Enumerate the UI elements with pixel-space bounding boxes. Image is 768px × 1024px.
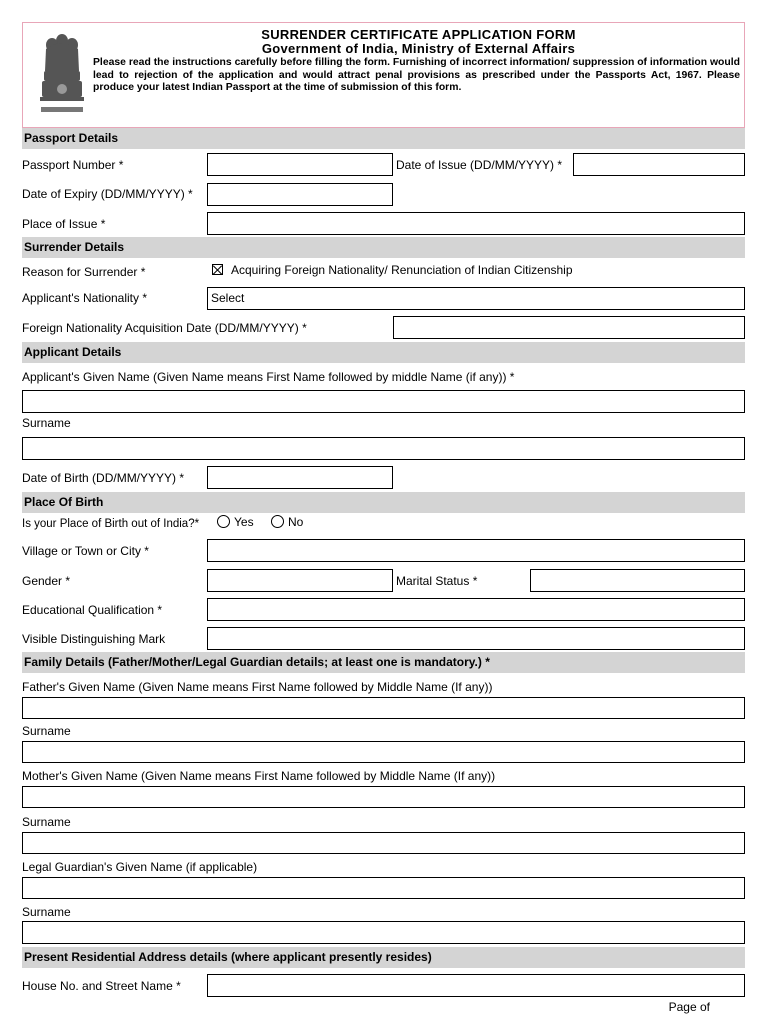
nationality-label: Applicant's Nationality * xyxy=(22,291,148,305)
guardian-surname-label: Surname xyxy=(22,905,71,919)
form-header xyxy=(22,22,745,128)
form-subtitle: Government of India, Ministry of External Affairs xyxy=(261,41,576,56)
guardian-given-name-field[interactable] xyxy=(22,877,745,899)
instructions-text: Please read the instructions carefully before filling the form. Furnishing of incorrect information/ suppression of information would lead to rejection of the application and would attract penal provisions as prescribed under the Passports Act, 1967. Please produce your latest Indian Passport at the time of submission of this form. xyxy=(93,57,740,93)
date-of-expiry-label: Date of Expiry (DD/MM/YYYY) * xyxy=(22,187,193,201)
village-field[interactable] xyxy=(207,539,745,562)
distinguishing-mark-label: Visible Distinguishing Mark xyxy=(22,632,166,646)
birth-out-of-india-label: Is your Place of Birth out of India?* xyxy=(22,518,200,530)
mother-given-name-label: Mother's Given Name (Given Name means First Name followed by Middle Name (If any)) xyxy=(22,769,496,783)
radio-no-label: No xyxy=(288,515,304,529)
marital-status-field[interactable] xyxy=(530,569,745,592)
mother-surname-label: Surname xyxy=(22,815,71,829)
place-of-issue-label: Place of Issue * xyxy=(22,217,106,231)
radio-yes-label: Yes xyxy=(234,515,254,529)
reason-label: Reason for Surrender * xyxy=(22,265,146,279)
form-title: SURRENDER CERTIFICATE APPLICATION FORM xyxy=(261,27,576,42)
reason-option[interactable] xyxy=(212,262,573,278)
radio-yes-circle[interactable] xyxy=(217,515,230,528)
father-surname-label: Surname xyxy=(22,724,71,738)
date-of-issue-label: Date of Issue (DD/MM/YYYY) * xyxy=(396,158,563,172)
surname-label: Surname xyxy=(22,416,71,430)
acquisition-date-field[interactable] xyxy=(393,316,745,339)
father-given-name-field[interactable] xyxy=(22,697,745,719)
guardian-given-name-label: Legal Guardian's Given Name (if applicable) xyxy=(22,860,258,874)
mother-surname-field[interactable] xyxy=(22,832,745,854)
house-street-label: House No. and Street Name * xyxy=(22,979,181,993)
mother-given-name-field[interactable] xyxy=(22,786,745,808)
date-of-expiry-field[interactable] xyxy=(207,183,393,206)
given-name-field[interactable] xyxy=(22,390,745,413)
section-family-details: Family Details (Father/Mother/Legal Guardian details; at least one is mandatory.) * xyxy=(22,652,745,673)
section-place-of-birth: Place Of Birth xyxy=(22,492,745,513)
reason-checkbox[interactable] xyxy=(212,264,223,275)
marital-status-label: Marital Status * xyxy=(396,574,478,588)
gender-field[interactable] xyxy=(207,569,393,592)
radio-yes[interactable] xyxy=(217,514,254,530)
reason-option-text: Acquiring Foreign Nationality/ Renunciation of Indian Citizenship xyxy=(231,263,573,277)
distinguishing-mark-field[interactable] xyxy=(207,627,745,650)
education-field[interactable] xyxy=(207,598,745,621)
section-surrender-details: Surrender Details xyxy=(22,237,745,258)
date-of-birth-field[interactable] xyxy=(207,466,393,489)
section-applicant-details: Applicant Details xyxy=(22,342,745,363)
education-label: Educational Qualification * xyxy=(22,603,163,617)
village-label: Village or Town or City * xyxy=(22,544,149,558)
date-of-birth-label: Date of Birth (DD/MM/YYYY) * xyxy=(22,471,185,485)
passport-number-field[interactable] xyxy=(207,153,393,176)
radio-no[interactable] xyxy=(271,514,303,530)
nationality-select[interactable]: Select xyxy=(207,287,745,310)
given-name-label: Applicant's Given Name (Given Name means First Name followed by middle Name (if any)) * xyxy=(22,370,515,384)
section-passport-details: Passport Details xyxy=(22,128,745,149)
father-surname-field[interactable] xyxy=(22,741,745,763)
radio-no-circle[interactable] xyxy=(271,515,284,528)
father-given-name-label: Father's Given Name (Given Name means First Name followed by Middle Name (If any)) xyxy=(22,680,493,694)
section-residential-address: Present Residential Address details (where applicant presently resides) xyxy=(22,947,745,968)
date-of-issue-field[interactable] xyxy=(573,153,745,176)
acquisition-date-label: Foreign Nationality Acquisition Date (DD/MM/YYYY) * xyxy=(22,321,307,335)
gender-label: Gender * xyxy=(22,574,71,588)
surname-field[interactable] xyxy=(22,437,745,460)
page-number: Page of xyxy=(668,1000,710,1014)
house-street-field[interactable] xyxy=(207,974,745,997)
place-of-issue-field[interactable] xyxy=(207,212,745,235)
passport-number-label: Passport Number * xyxy=(22,158,124,172)
guardian-surname-field[interactable] xyxy=(22,921,745,944)
